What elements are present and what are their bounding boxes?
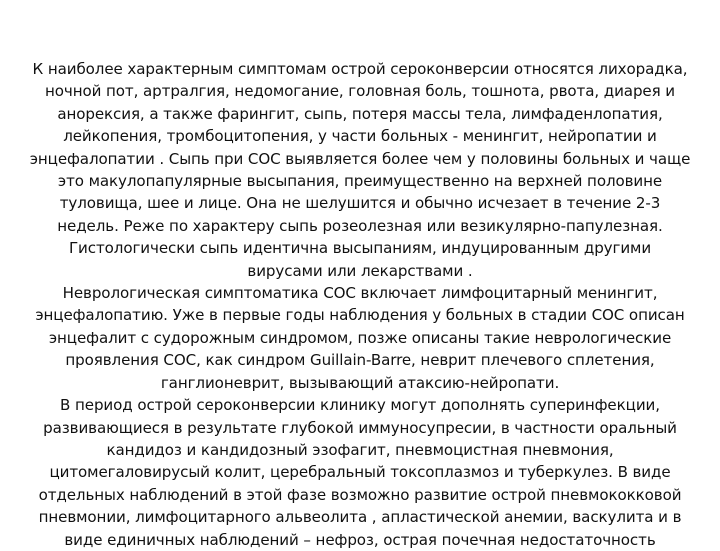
text-line: туловища, шее и лице. Она не шелушится и обычно исчезает в течение 2-3: [59, 194, 661, 213]
text-line: К наиболее характерным симптомам острой сероконверсии относятся лихорадка,: [32, 60, 688, 78]
text-line: пневмонии, лимфоцитарного альвеолита , апластической анемии, васкулита и в: [38, 508, 682, 527]
text-line: кандидоз и кандидозный эзофагит, пневмоцистная пневмония,: [106, 440, 614, 459]
text-line: В период острой сероконверсии клинику могут дополнять суперинфекции,: [60, 396, 660, 415]
text-line: ганглионеврит, вызывающий атаксию-нейропати.: [160, 373, 560, 392]
text-line: развивающиеся в результате глубокой иммуносупресии, в частности оральный: [43, 418, 677, 437]
text-line: это макулопапулярные высыпания, преимущественно на верхней половине: [57, 172, 663, 191]
text-line: энцефалопатии . Сыпь при СОС выявляется более чем у половины больных и чаще: [29, 149, 691, 168]
text-line: Гистологически сыпь идентична высыпаниям, индуцированным другими: [68, 239, 652, 258]
text-line: энцефалопатию. Уже в первые годы наблюдения у больных в стадии СОС описан: [35, 306, 685, 325]
text-line: виде единичных наблюдений – нефроз, острая почечная недостаточность: [64, 530, 656, 549]
text-line: вирусами или лекарствами .: [247, 261, 473, 280]
text-line: Неврологическая симптоматика СОС включает лимфоцитарный менингит,: [62, 284, 658, 303]
text-line: ночной пот, артралгия, недомогание, головная боль, тошнота, рвота, диарея и: [44, 82, 676, 101]
text-line: цитомегаловирусый колит, церебральный токсоплазмоз и туберкулез. В виде: [49, 463, 671, 482]
text-line: энцефалит с судорожным синдромом, позже описаны такие неврологические: [48, 328, 672, 347]
body-text: [4, 58, 716, 551]
text-line: лейкопения, тромбоцитопения, у части больных - менингит, нейропатии и: [63, 127, 657, 146]
text-line: проявления СОС, как синдром Guillain-Barre, неврит плечевого сплетения,: [65, 351, 655, 370]
text-line: недель. Реже по характеру сыпь розеолезная или везикулярно-папулезная.: [57, 216, 663, 235]
text-line: анорексия, а также фарингит, сыпь, потеря массы тела, лимфаденлопатия,: [57, 104, 663, 123]
text-line: отдельных наблюдений в этой фазе возможно развитие острой пневмококковой: [38, 485, 682, 504]
